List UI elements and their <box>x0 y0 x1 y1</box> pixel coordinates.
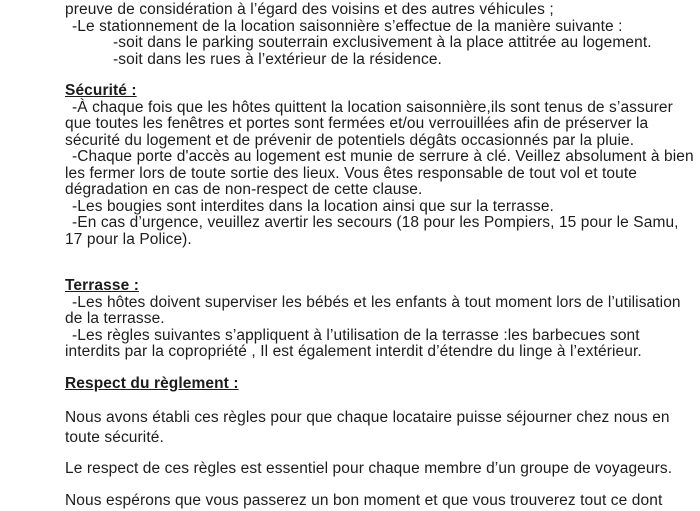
terrasse-section <box>65 278 645 361</box>
text-line: de la terrasse. <box>65 311 645 328</box>
text-line: interdits par la copropriété , Il est également interdit d’étendre du linge à l’extérieur. <box>65 344 645 361</box>
securite-heading: Sécurité : <box>65 83 645 100</box>
securite-section <box>65 83 645 248</box>
text-line: toute sécurité. <box>65 428 645 448</box>
text-line: dégradation en cas de non-respect de cette clause. <box>65 182 645 199</box>
text-line: preuve de considération à l’égard des voisins et des autres véhicules ; <box>65 2 645 19</box>
text-line: Nous espérons que vous passerez un bon moment et que vous trouverez tout ce dont <box>65 491 645 511</box>
text-line: -Chaque porte d'accès au logement est munie de serrure à clé. Veillez absolument à bien <box>65 149 645 166</box>
document-text <box>65 2 645 511</box>
text-line: -En cas d’urgence, veuillez avertir les secours (18 pour les Pompiers, 15 pour le Samu, <box>65 215 645 232</box>
text-line: les fermer lors de toute sortie des lieux. Vous êtes responsable de tout vol et toute <box>65 166 645 183</box>
text-line: -À chaque fois que les hôtes quittent la location saisonnière,ils sont tenus de s’assurer <box>65 100 645 117</box>
text-line: sécurité du logement et de prévenir de potentiels dégâts occasionnés par la pluie. <box>65 133 645 150</box>
respect-section <box>65 376 645 511</box>
text-line: -Le stationnement de la location saisonnière s’effectue de la manière suivante : <box>65 19 645 36</box>
text-line: Nous avons établi ces règles pour que chaque locataire puisse séjourner chez nous en <box>65 408 645 428</box>
text-line: -Les bougies sont interdites dans la location ainsi que sur la terrasse. <box>65 199 645 216</box>
text-line: -soit dans le parking souterrain exclusivement à la place attitrée au logement. <box>65 35 645 52</box>
text-line: -Les hôtes doivent superviser les bébés et les enfants à tout moment lors de l’utilisation <box>65 295 645 312</box>
respect-heading: Respect du règlement : <box>65 376 645 393</box>
text-line: 17 pour la Police). <box>65 232 645 249</box>
text-line: Le respect de ces règles est essentiel pour chaque membre d’un groupe de voyageurs. <box>65 459 645 479</box>
text-line: que toutes les fenêtres et portes sont fermées et/ou verrouillées afin de préserver la <box>65 116 645 133</box>
terrasse-heading: Terrasse : <box>65 278 645 295</box>
text-line: -soit dans les rues à l’extérieur de la résidence. <box>65 52 645 69</box>
intro-section <box>65 2 645 68</box>
text-line: -Les règles suivantes s’appliquent à l’utilisation de la terrasse :les barbecues sont <box>65 328 645 345</box>
